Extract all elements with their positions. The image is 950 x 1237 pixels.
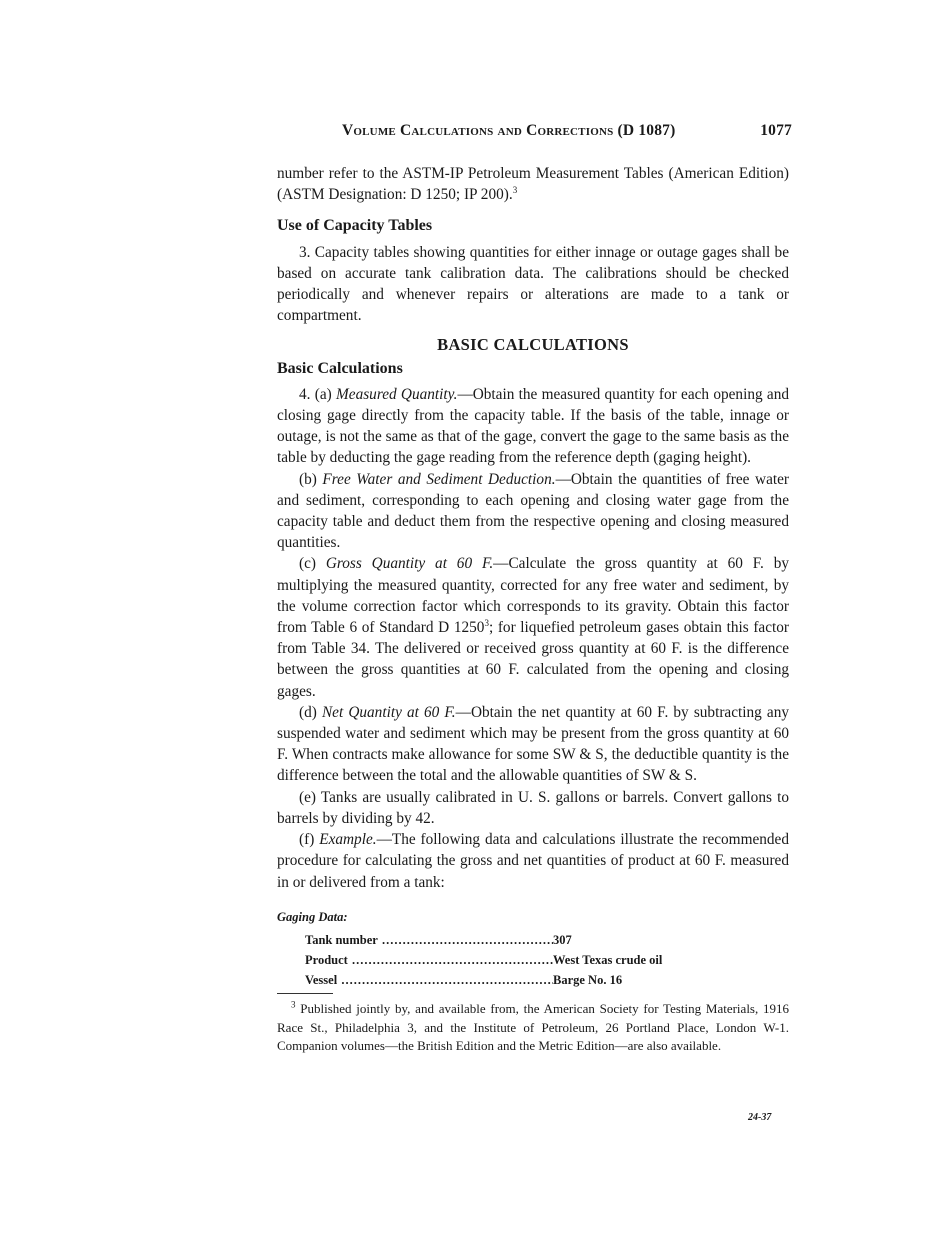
- intro-paragraph: number refer to the ASTM-IP Petroleum Measurement Tables (American Edition) (ASTM Designation: D 1250; IP 200).$^3$: [277, 165, 789, 204]
- footnote: [277, 1000, 789, 1056]
- section-heading-basic-calculations: Basic Calculations: [277, 359, 403, 377]
- paragraph-4e: (e) Tanks are usually calibrated in U. S. gallons or barrels. Convert gallons to barrels by dividing by 42.: [277, 788, 789, 827]
- paragraph-4b: (b) Free Water and Sediment Deduction.—Obtain the quantities of free water and sediment, corresponding to each opening and closing water gage from the capacity table and deduct them from the respective opening and closing measured quantities.: [277, 470, 789, 552]
- footnote-divider: [277, 993, 333, 994]
- term-example: Example.: [319, 831, 377, 849]
- signature-mark: 24-37: [748, 1112, 772, 1123]
- table-row: [305, 930, 789, 950]
- body-text: [277, 163, 789, 1056]
- footnote-ref: 3: [512, 185, 518, 196]
- footnote-text: Published jointly by, and available from, the American Society for Testing Materials, 1916 Race St., Philadelphia 3, and the Institute of Petroleum, 26 Portland Place, London W-1. Companion volumes—the British Edition and the Metric Edition—are also available.: [277, 1000, 789, 1054]
- footnote-ref: 3: [484, 617, 489, 628]
- term-net-quantity: Net Quantity at 60 F.: [321, 703, 456, 721]
- term-gross-quantity: Gross Quantity at 60 F.: [325, 555, 494, 573]
- table-row: [305, 950, 789, 970]
- term-free-water: Free Water and Sediment Deduction.: [322, 470, 556, 488]
- centered-heading: BASIC CALCULATIONS: [437, 335, 629, 355]
- section-heading-capacity-tables: Use of Capacity Tables: [277, 217, 433, 235]
- row-value: 307: [553, 932, 572, 947]
- gaging-data-title: Gaging Data:: [277, 909, 348, 924]
- gaging-data-table: [277, 907, 789, 990]
- paragraph-3: 3. Capacity tables showing quantities for either innage or outage gages shall be based on accurate tank calibration data. The calibrations should be checked periodically and whenever repairs or alterations are made to a tank or compartment.: [277, 243, 789, 325]
- row-value: Barge No. 16: [553, 972, 623, 987]
- term-measured-quantity: Measured Quantity.: [336, 385, 458, 403]
- paragraph-4d: (d) Net Quantity at 60 F.—Obtain the net quantity at 60 F. by subtracting any suspended water and sediment which may be present from the gross quantity at 60 F. When contracts make allowance for some SW & S, the deductible quantity is the difference between the total and the allowable quantities of SW & S.: [277, 703, 789, 785]
- running-header-title: Volume Calculations and Corrections (D 1087): [342, 122, 676, 139]
- page-number: 1077: [760, 122, 792, 139]
- row-label: Vessel .....: [305, 970, 553, 990]
- paragraph-4c: (c) Gross Quantity at 60 F.—Calculate the gross quantity at 60 F. by multiplying the measured quantity, corrected for any free water and sediment, by the volume correction factor which corresponds to its gravity. Obtain this factor from Table 6 of Standard D 1250$^3$; for liquefied petroleum gases obtain this factor from Table 34. The delivered or received gross quantity at 60 F. is the difference between the gross quantities at 60 F. calculated from the opening and closing gages.: [277, 555, 790, 700]
- paragraph-4a: 4. (a) Measured Quantity.—Obtain the measured quantity for each opening and closing gage directly from the capacity table. If the basis of the table, innage or outage, is not the same as that of the gage, convert the gage to the same basis as the table by deducting the gage reading from the reference depth (gaging height).: [277, 385, 789, 467]
- paragraph-4f: (f) Example.—The following data and calculations illustrate the recommended procedure for calculating the gross and net quantities of product at 60 F. measured in or delivered from a tank:: [277, 831, 789, 891]
- row-label: Product .....: [305, 950, 553, 970]
- row-value: West Texas crude oil: [553, 952, 663, 967]
- table-row: [305, 970, 789, 990]
- footnote-marker: 3: [291, 999, 296, 1010]
- running-header: [342, 122, 792, 140]
- row-label: Tank number .....: [305, 930, 553, 950]
